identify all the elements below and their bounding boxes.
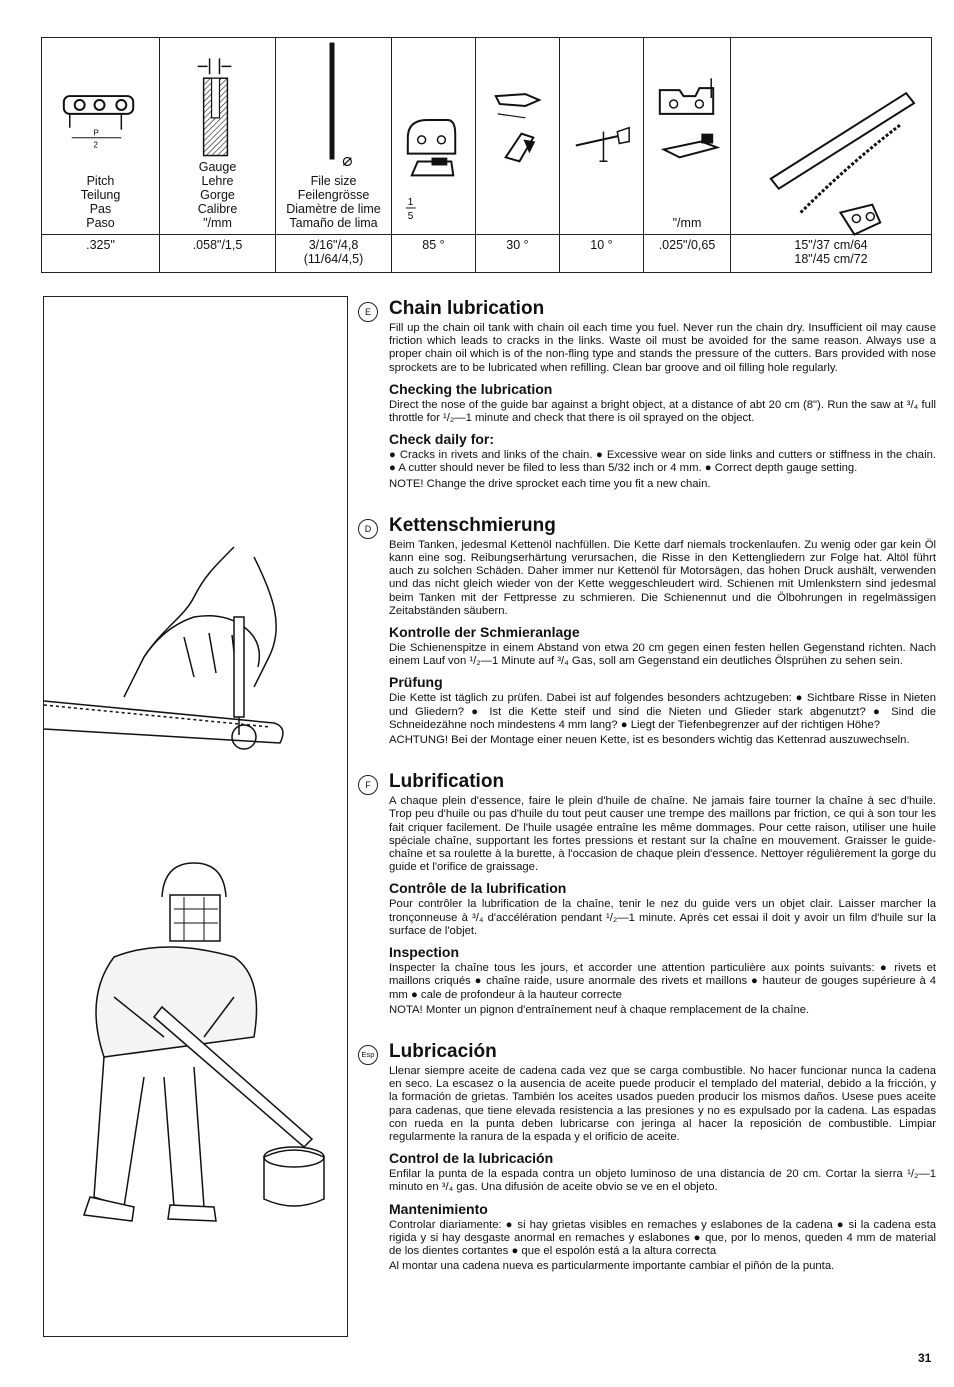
gauge-diagram-icon <box>160 38 275 168</box>
subsection-text: Direct the nose of the guide bar against a bright object, at a distance of abt 20 cm (8"). Run the saw at ³/₄ full throttle for ¹/₂—1 minute and check that there is oil sprayed on the object. <box>389 398 936 425</box>
filing-angle-header-cell <box>476 38 560 235</box>
section-title: Lubrification <box>389 771 505 793</box>
section-note: NOTA! Monter un pignon d'entraînement neuf à chaque remplacement de la chaîne. <box>389 1003 810 1016</box>
page-number: 31 <box>918 1351 932 1365</box>
lubrication-illustration <box>44 297 347 1336</box>
svg-text:P: P <box>93 128 99 138</box>
svg-text:5: 5 <box>407 210 414 222</box>
subsection-title: Contrôle de la lubrification <box>389 880 567 897</box>
gauge-header-cell <box>160 38 276 235</box>
subsection-text: Pour contrôler la lubrification de la chaîne, tenir le nez du guide vers un objet clair. Laisser marcher la tronçonneuse à ³/₄ d'accélération pendant ¹/₂—1 minute. Après cet essai il doit y avoir un film d'huile sur la surface de l'objet. <box>389 898 936 937</box>
section-title: Lubricación <box>389 1040 497 1062</box>
section-intro: A chaque plein d'essence, faire le plein d'huile de chaîne. Ne jamais faire tourner la chaîne à sec d'huile. Trop peu d'huile ou pas d'huile du tout peut causer une trempe des maillons par friction, ce qui à son tour les fait criquer facilement. De l'huile usagée entraîne les même dommages. Pour cette raison, utiliser une huile spéciale chaîne, supportant les fortes pressions et restant sur la chaîne en mouvement. Graisser le guide-chaîne et sa roulette à la burette, à l'occasion de chaque plein d'essence. Nettoyer régulièrement la gorge du guide et l'orifice de graissage. <box>389 795 936 874</box>
subsection-title: Mantenimiento <box>389 1200 488 1217</box>
file-size-header-cell <box>276 38 392 235</box>
section-german <box>358 513 936 747</box>
subsection-title: Kontrolle der Schmieranlage <box>389 624 580 641</box>
section-intro: Fill up the chain oil tank with chain oil each time you fuel. Never run the chain dry. Insufficient oil may cause friction which leads to cracks in the links. Waste oil must be avoided for the same reason. Always use a proper chain oil which is of the non-fling type and stands the pressure of the cutters. Bars provided with nose sprockets are to be lubricated when refilling. Clean bar groove and oil filling hole regularly. <box>389 322 936 374</box>
file-size-label: File size Feilengrösse Diamètre de lime Tamaño de lima <box>286 174 381 230</box>
file-size-value: 3/16"/4,8 (11/64/4,5) <box>276 235 392 273</box>
operator-with-chainsaw-icon <box>84 863 324 1221</box>
section-note: Al montar una cadena nueva es particularmente importante cambiar el piñón de la punta. <box>389 1260 835 1273</box>
section-french <box>358 769 936 1017</box>
language-badge-de: D <box>358 519 378 539</box>
top-plate-angle-header-cell <box>392 38 476 235</box>
depth-gauge-icon <box>644 38 730 168</box>
bar-chain-icon <box>731 38 931 218</box>
subsection-title: Control de la lubricación <box>389 1150 554 1167</box>
illustration-panel <box>43 296 348 1337</box>
lubrication-text-column <box>358 296 936 1287</box>
gauge-label: Gauge Lehre Gorge Calibre "/mm <box>197 160 238 230</box>
file-diagram-icon <box>276 38 391 168</box>
pitch-label: Pitch Teilung Pas Paso <box>80 174 121 230</box>
top-plate-angle-value: 85 ° <box>392 235 476 273</box>
cutter-angle-icon <box>392 38 475 222</box>
section-english <box>358 296 936 491</box>
subsection-text: Die Schienenspitze in einem Abstand von etwa 20 cm gegen einen festen hellen Gegenstand richten. Nach einem Lauf von ¹/₂—1 Minute auf ³/₄ Gas, soll am Gegenstand ein deutliches Ölsprühen zu sehen sein. <box>389 642 936 668</box>
bar-chain-header-cell <box>731 38 932 235</box>
subsection-text: Inspecter la chaîne tous les jours, et accorder une attention particulière aux points suivants: ● rivets et maillons criqués ● chaîne raide, usure anormale des rivets et maillons ● hauteur de gouges supérieure à 4 mm ● cale de profondeur à la hauteur correcte <box>389 962 936 1001</box>
section-note: NOTE! Change the drive sprocket each time you fit a new chain. <box>389 477 711 490</box>
section-title: Kettenschmierung <box>389 514 556 536</box>
file-tilt-value: 10 ° <box>560 235 644 273</box>
pitch-value: .325" <box>42 235 160 273</box>
guide-bar-with-chain-icon <box>44 701 283 749</box>
pitch-diagram-icon <box>42 38 159 168</box>
subsection-text: Die Kette ist täglich zu prüfen. Dabei ist auf folgendes besonders achtzugeben: ● Sichtbare Risse in Nieten und Gliedern? ● Ist die Kette steif und sind die Nieten und Glieder stark abgenutzt? ● Sind die Schneidezähne noch mindestens 4 mm lang? ● Liegt der Tiefenbegrenzer auf der richtigen Höhe? <box>389 692 936 731</box>
subsection-text: Enfilar la punta de la espada contra un objeto luminoso de una distancia de 20 cm. Cortar la sierra ¹/₂—1 minuto en ³/₄ gas. Una difusión de aceite obvio se ve en el objeto. <box>389 1168 936 1194</box>
subsection-title: Inspection <box>389 944 460 961</box>
language-badge-fr: F <box>358 775 378 795</box>
file-tilt-header-cell <box>560 38 644 235</box>
section-title: Chain lubrication <box>389 298 545 319</box>
language-badge-en: E <box>358 302 378 322</box>
section-intro: Beim Tanken, jedesmal Kettenöl nachfüllen. Die Kette darf niemals trockenlaufen. Zu wenig oder gar kein Öl kann eine sog. Reibungserhärtung verursachen, die Risse in den Kettengliedern zur Folge hat. Altöl führt auch zu solchen Schäden. Daher immer nur Kettenöl für Motorsägen, das hohen Druck aushält, verwenden und das nicht gleich wieder von der Kette weggeschleudert wird. Schienen mit Umlenkstern sind jedesmal beim Tanken mit der Fettpresse zu schmieren. Die Schienennut und die Ölbohrungen in regelmässigen Zeitabständen säubern. <box>389 538 936 617</box>
subsection-title: Check daily for: <box>389 431 495 448</box>
gauge-value: .058"/1,5 <box>160 235 276 273</box>
subsection-title: Checking the lubrication <box>389 380 553 397</box>
hand-with-grease-gun-icon <box>124 547 276 735</box>
pitch-header-cell <box>42 38 160 235</box>
language-badge-es: Esp <box>358 1045 378 1065</box>
bar-length-value: 15"/37 cm/64 18"/45 cm/72 <box>731 235 932 273</box>
file-holder-angle-icon <box>476 38 559 168</box>
subsection-title: Prüfung <box>389 674 443 691</box>
section-note: ACHTUNG! Bei der Montage einer neuen Kette, ist es besonders wichtig das Kettenrad auszuwechseln. <box>389 734 910 747</box>
file-tilt-angle-icon <box>560 38 643 168</box>
svg-text:1: 1 <box>407 197 414 209</box>
section-intro: Llenar siempre aceite de cadena cada vez que se carga combustible. No hacer funcionar nunca la cadena en seco. La escasez o la ausencia de aceite puede producir el templado del material, debido a la fricción, y la formación de grietas. También los aceites usados pueden producir los mismos daños. Usese pues aceite para cadenas, que tiene elevada resistencia a las presiones y no es expulsado por la cadena. Las espadas con rueda en la punta deben lubricarse con jeringa al hacer la reposición de combustible. Limpiar regularmente la ranura de la espada y el orificio de aceite. <box>389 1064 936 1143</box>
depth-gauge-header-cell <box>644 38 731 235</box>
chain-spec-table <box>41 37 932 273</box>
svg-text:2: 2 <box>93 140 98 150</box>
subsection-text: ● Cracks in rivets and links of the chain. ● Excessive wear on side links and cutters or stiffness in the chain. ● A cutter should never be filed to less than 5/32 inch or 4 mm. ● Correct depth gauge setting. <box>389 449 936 475</box>
depth-gauge-value: .025"/0,65 <box>644 235 731 273</box>
section-spanish <box>358 1039 936 1273</box>
filing-angle-value: 30 ° <box>476 235 560 273</box>
subsection-text: Controlar diariamente: ● si hay grietas visibles en remaches y eslabones de la cadena ● si la cadena esta rigida y si hay desgaste anormal en remaches y eslabones ● que, por lo menos, queden 4 mm de material de los dientes cortantes ● que el espolón está a la altura correcta <box>389 1218 936 1257</box>
depth-gauge-label: "/mm <box>672 216 702 230</box>
